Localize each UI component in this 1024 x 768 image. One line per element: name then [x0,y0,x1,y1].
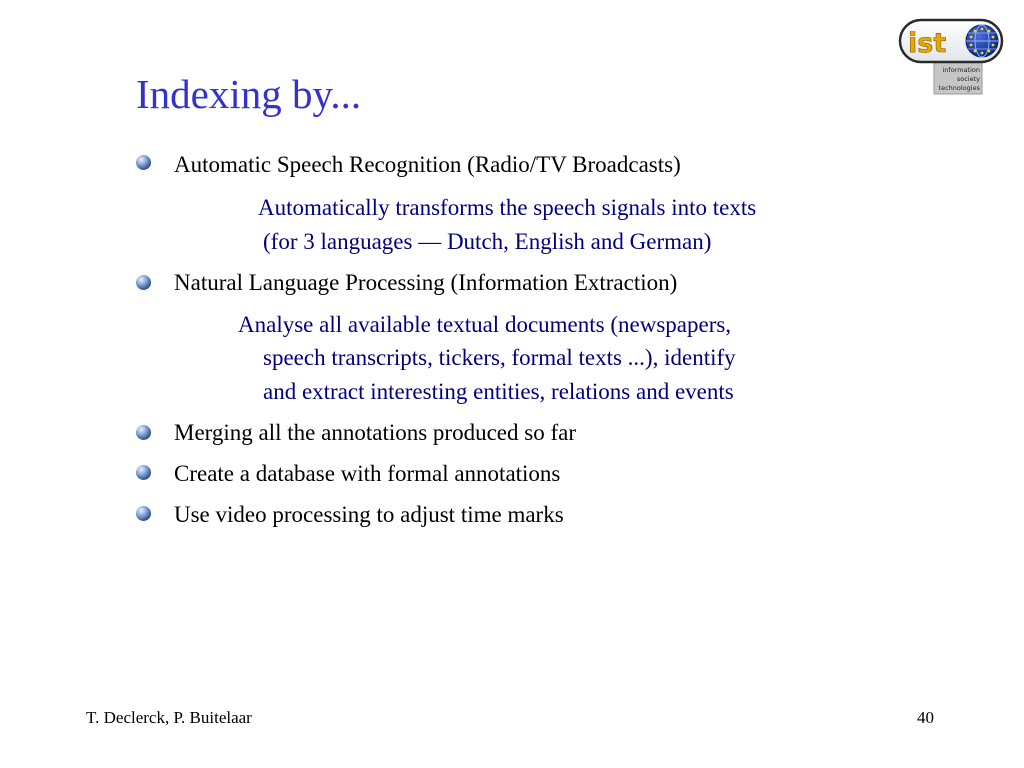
slide-title: Indexing by... [136,71,362,117]
bullet-icon [135,464,152,481]
sub-text-line: (for 3 languages — Dutch, English and German) [263,229,712,254]
bullet-text: Merging all the annotations produced so far [174,420,576,445]
bullet-icon [135,424,152,441]
ist-logo [896,14,1008,98]
logo-caption-line: information [942,66,980,74]
bullet-text: Natural Language Processing (Information Extraction) [174,270,678,295]
logo-caption-line: technologies [938,84,980,92]
bullet-text: Create a database with formal annotations [174,461,561,486]
bullet-icon [135,274,152,291]
sub-text-line: Analyse all available textual documents (newspapers, [238,312,732,337]
bullet-icon [135,505,152,522]
bullet-text: Automatic Speech Recognition (Radio/TV Broadcasts) [174,152,681,177]
sub-text-line: speech transcripts, tickers, formal texts ...), identify [263,345,736,370]
sub-text-line: and extract interesting entities, relations and events [263,379,734,404]
logo-caption-line: society [956,75,980,83]
page-number: 40 [917,708,934,727]
bullet-icon [135,154,152,171]
logo-wordmark: ist [908,28,947,59]
footer-authors: T. Declerck, P. Buitelaar [86,708,252,727]
sub-text-line: Automatically transforms the speech signals into texts [258,195,757,220]
bullet-text: Use video processing to adjust time marks [174,502,564,527]
